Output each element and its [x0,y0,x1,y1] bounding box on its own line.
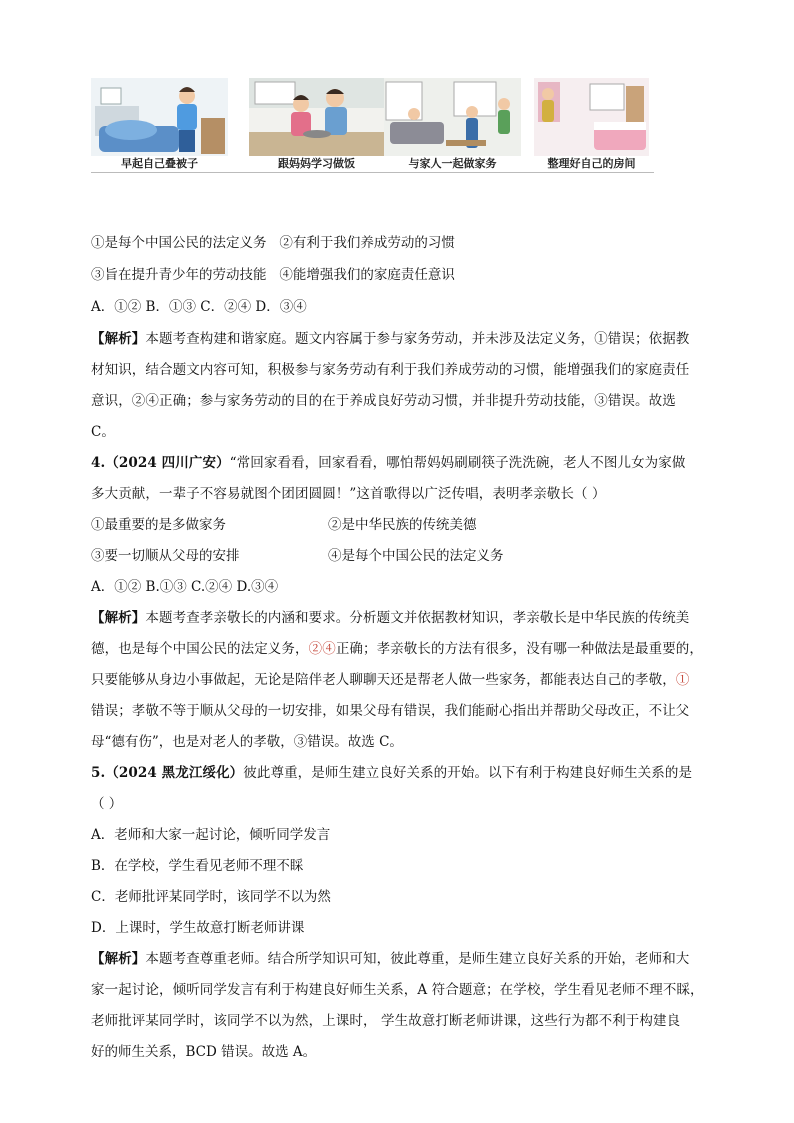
q5-option-a: A．老师和大家一起讨论，倾听同学发言 [91,827,331,843]
illustration-strip [91,78,654,174]
q4-analysis-line3: 只要能够从身边小事做起，无论是陪伴老人聊聊天还是帮老人做一些家务，都能表达自己的孝敬，① [91,672,690,688]
q5-stem-line1: 5.（2024 黑龙江绥化）彼此尊重，是师生建立良好关系的开始。以下有利于构建良好师生关系的是 [91,765,693,781]
folding-quilt-illustration [91,78,228,156]
q4-option-2: ②是中华民族的传统美德 [328,517,477,533]
q4-option-3: ③要一切顺从父母的安排 [91,548,240,564]
tidy-room-illustration [534,78,649,156]
q4-source: （2024 四川广安） [105,455,230,471]
q3-option-3: ③旨在提升青少年的劳动技能 [91,267,267,283]
q5-analysis-line2: 家一起讨论，倾听同学发言有利于构建良好师生关系，A 符合题意；在学校，学生看见老师不理不睬， [91,982,704,998]
q5-source: （2024 黑龙江绥化） [105,765,244,781]
q3-answer-choices: A．①② B．①③ C．②④ D．③④ [91,299,307,315]
q5-analysis-line1: 【解析】本题考查尊重老师。结合所学知识可知，彼此尊重，是师生建立良好关系的开始，老师和大 [91,951,690,967]
q5-analysis-line3: 老师批评某同学时，该同学不以为然，上课时， 学生故意打断老师讲课，这些行为都不利于构建良 [91,1013,681,1029]
picture-folding-quilt [91,78,228,174]
q3-option-1: ①是每个中国公民的法定义务 [91,235,267,251]
picture-caption: 与家人一起做家务 [408,157,497,170]
q4-option-1: ①最重要的是多做家务 [91,517,226,533]
q4-number: 4. [91,455,106,471]
q4-analysis-line5: 母“德有伤”，也是对老人的孝敬，③错误。故选 C。 [91,734,403,750]
picture-caption: 整理好自己的房间 [547,157,636,170]
picture-caption: 跟妈妈学习做饭 [278,157,355,170]
q3-options-row1 [91,233,455,253]
q3-analysis-line3: 意识，②④正确；参与家务劳动的目的在于养成良好劳动习惯，并非提升劳动技能，③错误。故选 [91,393,676,409]
q3-option-4: ④能增强我们的家庭责任意识 [279,267,455,283]
q3-analysis-line1: 【解析】本题考查构建和谐家庭。题文内容属于参与家务劳动，并未涉及法定义务，①错误；依据教 [91,331,690,347]
q5-stem-line2: （ ） [91,796,123,812]
q5-analysis-line4: 好的师生关系，BCD 错误。故选 A。 [91,1044,317,1060]
cooking-illustration [249,78,384,156]
q4-stem-line1: 4.（2024 四川广安）“常回家看看，回家看看，哪怕帮妈妈刷刷筷子洗洗碗，老人不图儿女为家做 [91,455,686,471]
q3-option-2: ②有利于我们养成劳动的习惯 [279,235,455,251]
q3-analysis-line2: 材知识，结合题文内容可知，积极参与家务劳动有利于我们养成劳动的习惯，能增强我们的家庭责任 [91,362,690,378]
q5-number: 5. [91,765,106,781]
q3-analysis-line4: C。 [91,424,115,440]
q4-answer-choices: A．①② B.①③ C.②④ D.③④ [91,579,279,595]
q5-option-c: C．老师批评某同学时，该同学不以为然 [91,889,331,905]
analysis-tag: 【解析】 [91,951,146,967]
q5-option-b: B．在学校，学生看见老师不理不睬 [91,858,304,874]
picture-housework [384,78,521,174]
analysis-tag: 【解析】 [91,610,146,626]
q4-analysis-line1: 【解析】本题考查孝亲敬长的内涵和要求。分析题文并依据教材知识，孝亲敬长是中华民族的传统美 [91,610,690,626]
picture-tidy-room [534,78,649,174]
q4-analysis-line2: 德，也是每个中国公民的法定义务，②④正确；孝亲敬长的方法有很多，没有哪一种做法是最重要的， [91,641,704,657]
picture-cooking [249,78,384,174]
illustration-divider [91,172,654,173]
q4-option-4: ④是每个中国公民的法定义务 [328,548,504,564]
q4-analysis-line4: 错误；孝敬不等于顺从父母的一切安排，如果父母有错误，我们能耐心指出并帮助父母改正，不让父 [91,703,690,719]
q5-option-d: D．上课时，学生故意打断老师讲课 [91,920,305,936]
q4-stem-line2: 多大贡献，一辈子不容易就图个团团圆圆！”这首歌得以广泛传唱，表明孝亲敬长（ ） [91,486,606,502]
q3-options-row2 [91,265,455,285]
analysis-tag: 【解析】 [91,331,146,347]
picture-caption: 早起自己叠被子 [121,157,198,170]
housework-illustration [384,78,521,156]
